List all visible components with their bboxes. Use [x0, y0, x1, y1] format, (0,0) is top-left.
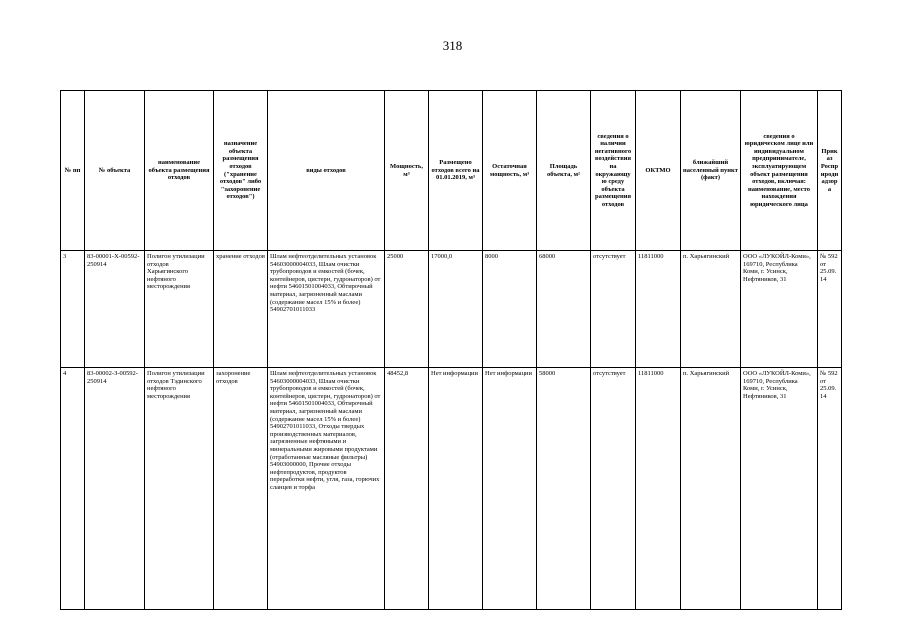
cell-object-name: Полигон утилизации отходов Тэдинского нефтяного месторождения	[145, 367, 214, 609]
header-placed-total: Размещено отходов всего на 01.01.2019, м³	[429, 91, 483, 251]
cell-object-name: Полигон утилизации отходов Харьягинского нефтяного месторождения	[145, 251, 214, 368]
cell-oktmo: 11811000	[636, 367, 681, 609]
cell-remaining-capacity: Нет информации	[483, 367, 537, 609]
cell-order: № 592 от 25.09.14	[818, 251, 842, 368]
cell-purpose: захоронение отходов	[214, 367, 268, 609]
cell-waste-types: Шлам нефтеотделительных установок 54603000004033, Шлам очистки трубопроводов и емкостей (бочек, контейнеров, цистерн, гудронаторов) от нефти 54601501004033, Обтирочный материал, загрязненный маслами (содержание масел 15% и более) 54902701011033	[268, 251, 385, 368]
cell-num: 4	[61, 367, 85, 609]
cell-operator: ООО «ЛУКОЙЛ-Коми», 169710, Республика Коми, г. Усинск, Нефтяников, 31	[741, 367, 818, 609]
header-remaining-capacity: Остаточная мощность, м³	[483, 91, 537, 251]
header-waste-types: виды отходов	[268, 91, 385, 251]
header-negative-impact: сведения о наличии негативного воздействия на окружающую среду объекта размещения отходов	[591, 91, 636, 251]
cell-capacity: 25000	[385, 251, 429, 368]
cell-oktmo: 11811000	[636, 251, 681, 368]
cell-negative-impact: отсутствует	[591, 251, 636, 368]
table-row	[61, 251, 842, 368]
cell-waste-types: Шлам нефтеотделительных установок 54603000004033, Шлам очистки трубопроводов и емкостей (бочек, контейнеров, цистерн, гудронаторов) от нефти 54601501004033, Обтирочный материал, загрязненный маслами (содержание масел 15% и более) 54902701011033, Отходы твердых производственных материалов, загрязненные нефтяными и минеральными жировыми продуктами (отработанные масляные фильтры) 54903000000, Прочие отходы нефтепродуктов, продуктов переработки нефти, угля, газа, горючих сланцев и торфа	[268, 367, 385, 609]
waste-facilities-table	[60, 90, 842, 610]
header-object-id: № объекта	[85, 91, 145, 251]
cell-operator: ООО «ЛУКОЙЛ-Коми», 169710, Республика Коми, г. Усинск, Нефтяников, 31	[741, 251, 818, 368]
cell-negative-impact: отсутствует	[591, 367, 636, 609]
cell-object-id: 83-00001-Х-00592-250914	[85, 251, 145, 368]
cell-object-id: 83-00002-З-00592-250914	[85, 367, 145, 609]
header-oktmo: ОКТМО	[636, 91, 681, 251]
cell-order: № 592 от 25.09.14	[818, 367, 842, 609]
cell-area: 58000	[537, 367, 591, 609]
cell-capacity: 48452,8	[385, 367, 429, 609]
header-object-name: наименование объекта размещения отходов	[145, 91, 214, 251]
cell-num: 3	[61, 251, 85, 368]
header-purpose: назначение объекта размещения отходов ("хранение отходов" либо "захоронение отходов")	[214, 91, 268, 251]
header-num: № пп	[61, 91, 85, 251]
header-capacity: Мощность, м³	[385, 91, 429, 251]
page-number: 318	[442, 38, 463, 53]
cell-nearest-settlement: п. Харьягинский	[681, 251, 741, 368]
header-nearest-settlement: ближайший населенный пункт (факт)	[681, 91, 741, 251]
cell-area: 68000	[537, 251, 591, 368]
cell-purpose: хранение отходов	[214, 251, 268, 368]
cell-placed-total: Нет информации	[429, 367, 483, 609]
table-row	[61, 367, 842, 609]
header-order: Приказ Росприроднадзора	[818, 91, 842, 251]
header-area: Площадь объекта, м²	[537, 91, 591, 251]
cell-placed-total: 17000,0	[429, 251, 483, 368]
header-operator: сведения о юридическом лице или индивидуальном предпринимателе, эксплуатирующем объект размещения отходов, включая: наименование, место нахождения юридического лица	[741, 91, 818, 251]
cell-nearest-settlement: п. Харьягинский	[681, 367, 741, 609]
table-header-row	[61, 91, 842, 251]
cell-remaining-capacity: 8000	[483, 251, 537, 368]
